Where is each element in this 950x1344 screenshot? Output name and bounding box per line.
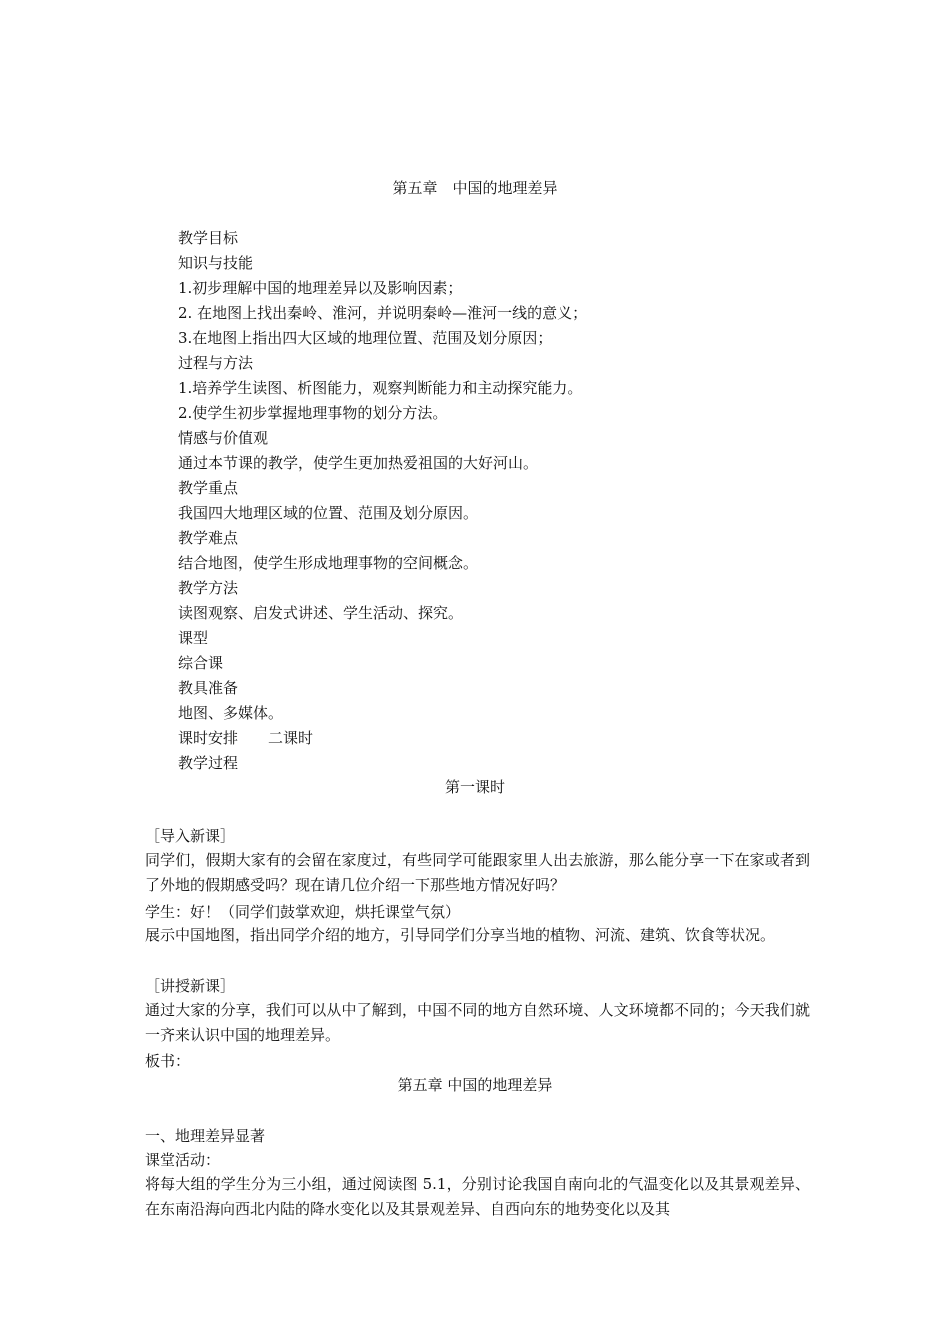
process-heading: 过程与方法 <box>178 354 254 372</box>
emotion-heading: 情感与价值观 <box>178 429 269 447</box>
intro-heading: ［导入新课］ <box>145 827 236 845</box>
key-points-heading: 教学重点 <box>178 479 239 497</box>
schedule-text: 课时安排 二课时 <box>178 729 314 747</box>
chapter-title: 第五章 中国的地理差异 <box>392 179 558 197</box>
methods-heading: 教学方法 <box>178 579 239 597</box>
activity-paragraph: 将每大组的学生分为三小组，通过阅读图 5.1，分别讨论我国自南向北的气温变化以及其景观差异、在东南沿海向西北内陆的降水变化以及其景观差异、自西向东的地势变化以及其 <box>145 1175 810 1218</box>
lecture-paragraph: 通过大家的分享，我们可以从中了解到，中国不同的地方自然环境、人文环境都不同的；今天我们就一齐来认识中国的地理差异。 <box>145 1001 810 1044</box>
process-item: 2.使学生初步掌握地理事物的划分方法。 <box>178 404 448 422</box>
board-label: 板书： <box>145 1052 191 1070</box>
process-item: 1.培养学生读图、析图能力，观察判断能力和主动探究能力。 <box>178 379 583 397</box>
student-reply: 学生：好！（同学们鼓掌欢迎，烘托课堂气氛） <box>145 903 461 921</box>
knowledge-item: 1.初步理解中国的地理差异以及影响因素； <box>178 279 463 297</box>
knowledge-item: 3.在地图上指出四大区域的地理位置、范围及划分原因； <box>178 329 553 347</box>
teaching-process-heading: 教学过程 <box>178 754 239 772</box>
objectives-heading: 教学目标 <box>178 229 239 247</box>
intro-paragraph: 同学们，假期大家有的会留在家度过，有些同学可能跟家里人出去旅游，那么能分享一下在家或者到了外地的假期感受吗？现在请几位介绍一下那些地方情况好吗？ <box>145 851 810 894</box>
section-heading: 一、地理差异显著 <box>145 1127 266 1145</box>
board-title: 第五章 中国的地理差异 <box>397 1076 553 1094</box>
lecture-heading: ［讲授新课］ <box>145 977 236 995</box>
materials-text: 地图、多媒体。 <box>178 704 284 722</box>
methods-text: 读图观察、启发式讲述、学生活动、探究。 <box>178 604 464 622</box>
materials-heading: 教具准备 <box>178 679 239 697</box>
difficulties-heading: 教学难点 <box>178 529 239 547</box>
key-points-text: 我国四大地理区域的位置、范围及划分原因。 <box>178 504 479 522</box>
lesson-type-text: 综合课 <box>178 654 224 672</box>
lesson-type-heading: 课型 <box>178 629 209 647</box>
activity-label: 课堂活动： <box>145 1151 221 1169</box>
difficulties-text: 结合地图，使学生形成地理事物的空间概念。 <box>178 554 479 572</box>
first-period-title: 第一课时 <box>444 778 505 796</box>
knowledge-item: 2. 在地图上找出秦岭、淮河，并说明秦岭—淮河一线的意义； <box>178 304 588 322</box>
emotion-text: 通过本节课的教学，使学生更加热爱祖国的大好河山。 <box>178 454 539 472</box>
intro-paragraph: 展示中国地图，指出同学介绍的地方，引导同学们分享当地的植物、河流、建筑、饮食等状况。 <box>145 926 776 944</box>
knowledge-heading: 知识与技能 <box>178 254 254 272</box>
